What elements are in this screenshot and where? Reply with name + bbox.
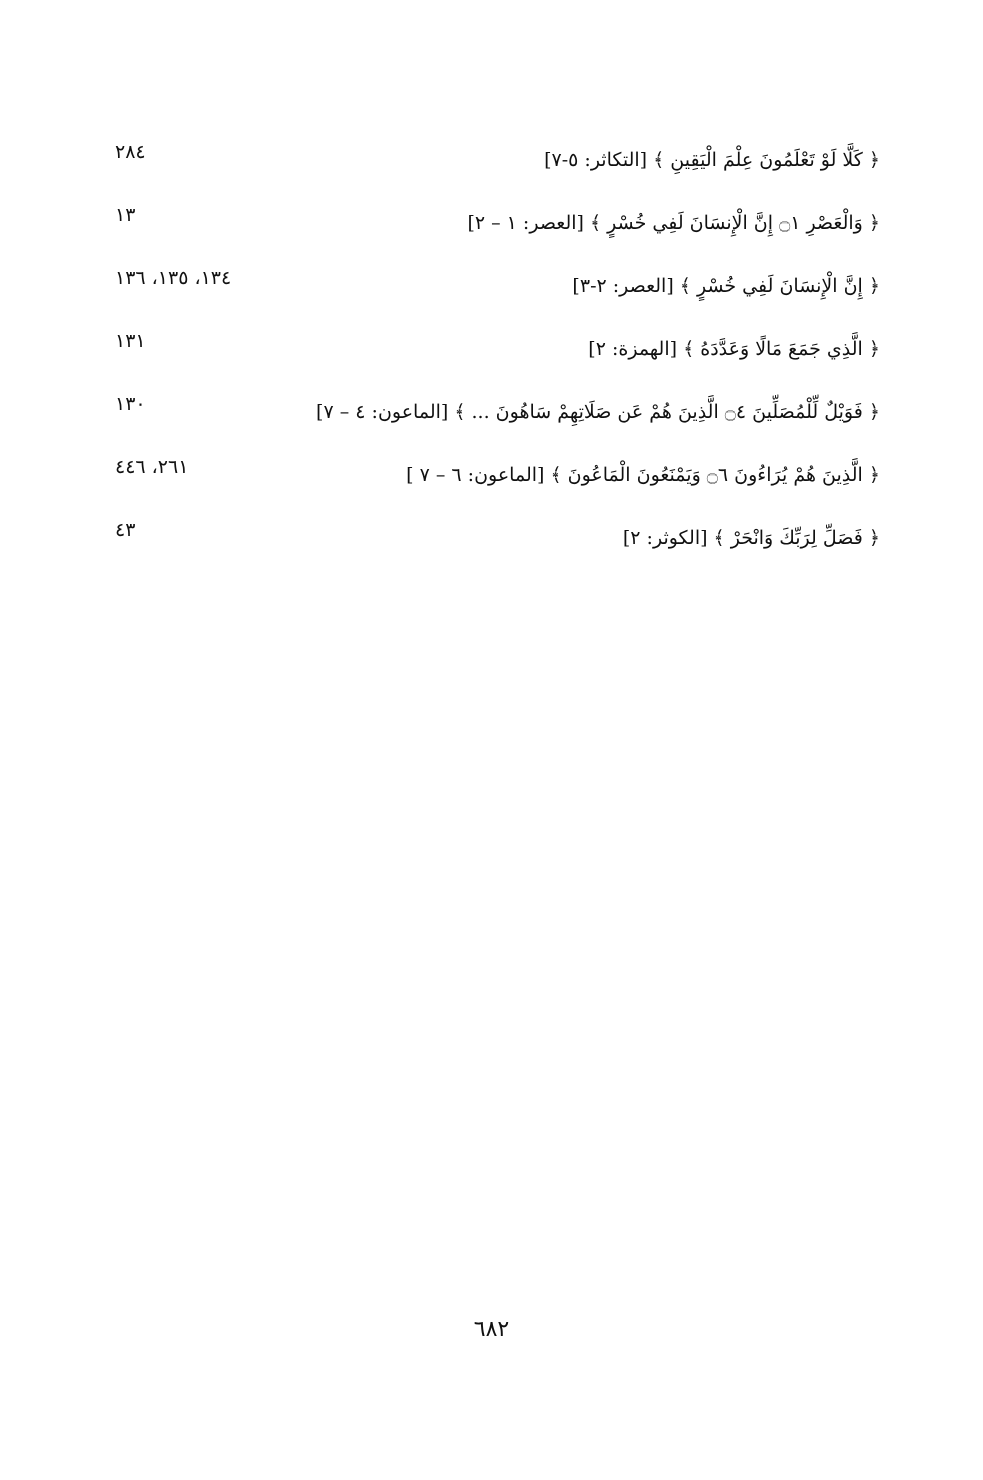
page-references: ١٣٤، ١٣٥، ١٣٦ bbox=[115, 267, 232, 289]
verse-text: ﴿ فَصَلِّ لِرَبِّكَ وَانْحَرْ ﴾ [الكوثر: ٢] bbox=[622, 527, 880, 549]
page-number: ٦٨٢ bbox=[473, 1317, 510, 1342]
verse-text: ﴿ الَّذِي جَمَعَ مَالًا وَعَدَّدَهُ ﴾ [الهمزة: ٢] bbox=[588, 338, 880, 360]
verse-text: ﴿ إِنَّ الْإِنسَانَ لَفِي خُسْرٍ ﴾ [العصر: ٢-٣] bbox=[572, 275, 880, 297]
index-row bbox=[100, 329, 880, 369]
page-references: ٤٣ bbox=[115, 519, 136, 541]
index-row bbox=[100, 518, 880, 558]
index-row bbox=[100, 266, 880, 306]
verse-text: ﴿ الَّذِينَ هُمْ يُرَاءُونَ ۝٦ وَيَمْنَعُونَ الْمَاعُونَ ﴾ [الماعون: ٦ – ٧ ] bbox=[406, 464, 880, 486]
page-references: ٢٨٤ bbox=[115, 141, 146, 163]
verse-index-list bbox=[0, 0, 983, 620]
index-row bbox=[100, 455, 880, 495]
page-references: ١٣١ bbox=[115, 330, 146, 352]
index-row bbox=[100, 140, 880, 180]
page-references: ١٣٠ bbox=[115, 393, 146, 415]
page-references: ٢٦١، ٤٤٦ bbox=[115, 456, 189, 478]
verse-text: ﴿ فَوَيْلٌ لِّلْمُصَلِّينَ ۝٤ الَّذِينَ هُمْ عَن صَلَاتِهِمْ سَاهُونَ ... ﴾ [الماعون: ٤ – ٧] bbox=[316, 401, 880, 423]
index-row bbox=[100, 203, 880, 243]
page-references: ١٣ bbox=[115, 204, 136, 226]
verse-text: ﴿ كَلَّا لَوْ تَعْلَمُونَ عِلْمَ الْيَقِينِ ﴾ [التكاثر: ٥-٧] bbox=[544, 149, 880, 171]
verse-text: ﴿ وَالْعَصْرِ ۝١ إِنَّ الْإِنسَانَ لَفِي خُسْرٍ ﴾ [العصر: ١ – ٢] bbox=[467, 212, 880, 234]
index-row bbox=[100, 392, 880, 432]
